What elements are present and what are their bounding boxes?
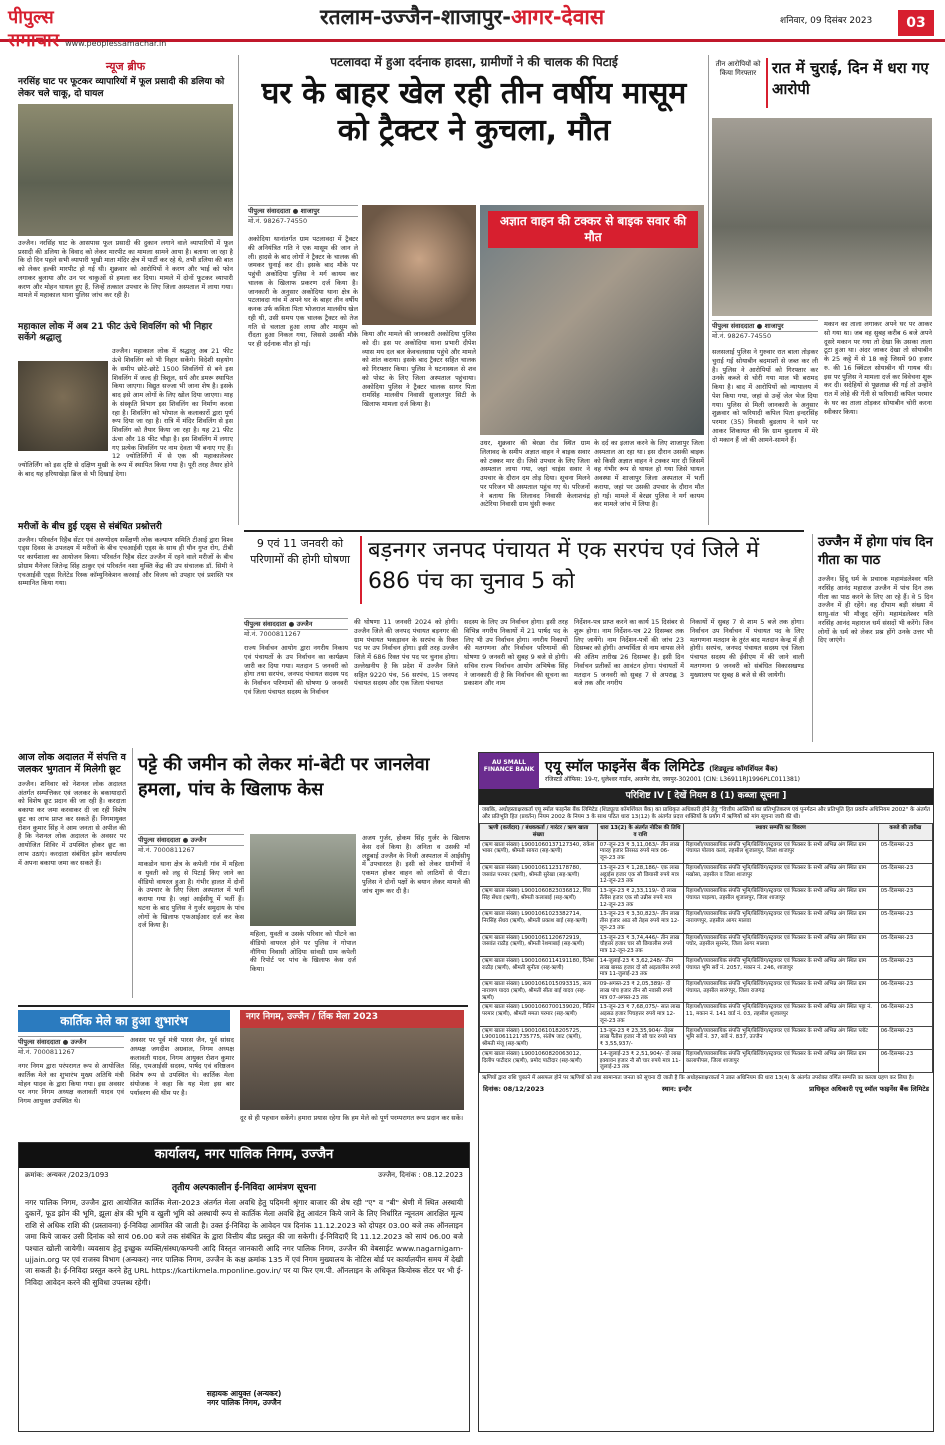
- table-row: [480, 1049, 933, 1072]
- lead-byline: पीपुल्स संवाददाता ● शाजापुर: [248, 205, 358, 217]
- table-cell: 05-दिसम्बर-23: [878, 840, 932, 863]
- table-cell: रिहायशी/व्यावसायिक संपत्ति भूमि/बिल्डिंग/स्ट्रक्चर एवं फिक्सर के सभी अभिन्न अंग स्थित पट्टा नं. 11, मकान नं. 141 वार्ड नं. 03, तहसील शुजालपुर: [683, 1003, 878, 1026]
- lok-adalat-story: [18, 752, 126, 1002]
- lead-col-2: किया और मामले की जानकारी अकोदिया पुलिस को दी। इस पर अकोदिया थाना प्रभारी दीपेश व्यास मय दल बल केवचलसास पहुंचे और मामले को शांत कराया। इसके बाद ट्रैक्टर सहित चालक को गिरफ्तार किया। पुलिस ने घटनास्थल से शव को पोस्ट के लिए जिला अस्पताल पहुंचाया। अकोदिया पुलिस ने ट्रैक्टर चालक सागर पिता रामसिंह मालवीय निवासी सुजालपुर सिटी के खिलाफ मामला दर्ज किया है।: [362, 330, 476, 409]
- lead-story: [244, 55, 704, 520]
- table-cell: (ऋण खाता संख्या) L9001060700139020, नितिन परमार (ऋणी), श्रीमती ममता परमार (सह-ऋणी): [480, 1003, 598, 1026]
- bank-notice: [478, 752, 934, 1432]
- lead-col-3: उधर, शुक्रवार की बेरछा रोड स्थित ग्राम लिलावद के समीप अज्ञात वाहन ने बाइक सवार को टक्कर मार दी। जिसे उपचार के लिए जिला अस्पताल लाया गया, जहां चाइंस सवार ने उपचार के दौरान दम तोड़ दिया। सूचना मिलने पर परिजन भी अस्पताल पहुंच गए थे। परिजनों ने बताया कि लिलावद निवासी केलाशचंद्र अटेरिया निवासी ग्राम घुंसी रूकर: [480, 439, 590, 509]
- panchayat-col-5: निकायों में सुबह 7 से शाम 5 बजे तक होगा। निर्वाचन उप निर्वाचन में पंचायत पद के लिए मतगणना मतदान के तुरंत बाद मतदान केन्द्र में ही होगी। सरपंच, जनपद पंचायत सदस्य एवं जिला पंचायत सदस्य की ईवीएम में की जाने वाली मतगणना 9 जनवरी को संबंधित विकासखण्ड मुख्यालय पर सुबह 8 बजे से की जायेगी।: [690, 618, 804, 679]
- gita-headline: उज्जैन में होगा पांच दिन गीता का पाठ: [818, 535, 933, 568]
- tender-ref: क्रमांक: अन्यकर /2023/1093: [25, 1170, 109, 1179]
- tender-ref-row: [19, 1168, 469, 1183]
- brief-text-1: उज्जैन। नरसिंह घाट के आसपास फूल प्रसादी की दुकान लगाने वाले व्यापारियों में फूल प्रसादी की डलिया के विवाद को लेकर मारपीट का मामला सामने आया है। बताया जा रहा है कि दो दिन पहले सभी व्यापारी भूखी माता मंदिर क्षेत्र में पार्टी कर रहे थे, तभी डलिया की बात को लेकर हल्की मारपीट हो गई थी। शुक्रवार को आरोपियों ने करण और भाई को फोन लगाकर बुलाया और उन पर चाकुओं से हमला कर दिया। मामले में दोनों फूटकर व्यापारी करण और मोहन घायल हुए हैं, जिन्हें तत्काल उपचार के लिए जिला अस्पताल में लाया गया। मामले में महाकाल थाना पुलिस जांच कर रही है।: [18, 238, 233, 300]
- table-row: [480, 840, 933, 863]
- panchayat-mobile: मो.नं. 7000811267: [244, 630, 301, 639]
- brief-headline-1: नरसिंह घाट पर फूटकर व्यापारियों में फूल प्रसादी की डलिया को लेकर चले चाकू, दो घायल: [18, 77, 225, 99]
- attack-mobile: मो.नं. 7000811267: [138, 846, 195, 855]
- attack-byline-block: [138, 834, 244, 855]
- table-row: [480, 863, 933, 886]
- brief-text-3: उज्जैन। परिवर्तन रिहैब सेंटर एवं अरुणोदय सर्वेक्षणी लोक कल्याण समिति टीआई द्वारा विश्व एड्स दिवस के उपलक्ष्य में मरीजों के बीच एचआईवी एड्स के साथ ही यौन गुप्त रोग, टीबी पर कार्यशाला का आयोजन किया। परिवर्तन रिहैब सेंटर उज्जैन में रहने वाले मरीजों के बीच प्रोग्राम मैनेजर जितेन्द्र सिंह ठाकुर एवं परिवर्तन नशा मुक्ति केंद्र की उप संचालक डॉ. सिमी ने एचआईवी एड्स रिलेटेड रिस्क कॉम्युनिकेशन करवाई और विजय को उपहार एवं प्रशस्ति पत्र सम्मानित किया गया।: [18, 535, 233, 588]
- table-cell: 05-दिसम्बर-23: [878, 863, 932, 886]
- tender-title: तृतीय अल्पकालीन ई-निविदा आमंत्रण सूचना: [172, 1182, 316, 1193]
- table-cell: (ऋण खाता संख्या) L9001060114191180, दिनेश राठौड़ (ऋणी), श्रीमती सुनीता (सह-ऋणी): [480, 956, 598, 979]
- bank-table: [479, 823, 933, 1073]
- lead-strap: पटलावदा में हुआ दर्दनाक हादसा, ग्रामीणों ने की चालक की पिटाई: [330, 55, 618, 69]
- theft-story: [712, 58, 932, 518]
- child-photo: [362, 205, 476, 325]
- table-cell: 05-दिसम्बर-23: [878, 956, 932, 979]
- attack-col-1: माकडोन थाना क्षेत्र के कपेली गांव में महिला व युवती को लट्ठ से पिटाई किए जाने का वीडियो वायरल हुआ है। गंभीर हालत में दोनों के उपचार के लिए जिला अस्पताल में भर्ती कराया गया है। जहां आईसीयू में भर्ती हैं। घटना के बाद पुलिस ने गुर्जर समुदाय के पांच लोगों के खिलाफ एफआईआर दर्ज कर केस दर्ज किया है।: [138, 860, 244, 930]
- table-cell: (ऋण खाता संख्या) L9001060137127340, राकेश भाबर (ऋणी), श्रीमती सायरा (सह-ऋणी): [480, 840, 598, 863]
- table-cell: (ऋण खाता संख्या) L9001060823036812, शिव सिंह सेंधव (ऋणी), श्रीमती कलाबाई (सह-ऋणी): [480, 887, 598, 910]
- table-cell: 13-जून-23 ₹ 3,30,823/- तीन लाख तीस हजार आठ सौ तेइस रुपये मात्र 12-जून-23 तक: [597, 910, 683, 933]
- region-accent: आगर-देवास: [510, 5, 605, 29]
- divider: [132, 748, 133, 998]
- rule: [244, 530, 804, 532]
- dateline: शनिवार, 09 दिसंबर 2023: [780, 16, 873, 26]
- bank-footer: ऋणियों द्वारा राशि चुकाने में असफल होने पर ऋणियों को तथा सामान्यतः जनता को सूचना दी जाती है कि अधोहस्ताक्षरकर्ता ने उक्त अधिनियम की धारा 13(4) के अंतर्गत उपरोक्त वर्णित सम्पत्ति का कब्जा ग्रहण कर लिया है।: [482, 1075, 914, 1082]
- table-cell: रिहायशी/व्यावसायिक संपत्ति भूमि/बिल्डिंग/स्ट्रक्चर एवं फिक्सर के सभी अभिन्न अंग स्थित ग्राम मखोसा, तहसील व जिला शाजापुर: [683, 863, 878, 886]
- attack-byline: पीपुल्स संवाददाता ● उज्जैन: [138, 834, 244, 846]
- theft-byline-block: [712, 320, 818, 341]
- table-cell: 13-जून-23 ₹ 3,74,446/- तीन लाख चौहत्तर हजार चार सौ छियालीस रुपये मात्र 12-जून-23 तक: [597, 933, 683, 956]
- table-cell: रिहायशी/व्यावसायिक संपत्ति भूमि/बिल्डिंग/स्ट्रक्चर एवं फिक्सर के सभी अभिन्न अंग स्थित ग्राम कालापीपल, जिला शाजापुर: [683, 1049, 878, 1072]
- bank-address: रजिस्टर्ड ऑफिस: 19-ए, धुलेश्वर गार्डन, अजमेर रोड, जयपुर-302001 (CIN: L36911RJ1996PLC011381): [545, 775, 801, 783]
- news-brief-label: न्यूज ब्रीफ: [105, 60, 146, 73]
- kartik-col-1: नगर निगम द्वारा परंपरागत रूप से आयोजित कार्तिक मेले का शुभारंभ मुख्य अतिथि मंत्री मोहन यादव के द्वारा किया गया। इस अवसर पर नगर निगम अध्यक्ष कलावती यादव एवं निगम आयुक्त उपस्थित थे।: [18, 1062, 124, 1106]
- red-rule: [360, 536, 362, 604]
- table-cell: रिहायशी/व्यावसायिक संपत्ति भूमि/बिल्डिंग/स्ट्रक्चर एवं फिक्सर के सभी अभिन्न अंग स्थित ग्राम नारायणपुर, तहसील आगर मालवा: [683, 910, 878, 933]
- kartik-col-2: अवसर पर पूर्व मंत्री पारस जैन, पूर्व सांसद अध्यक्ष जगदीश अग्रवाल, निगम अध्यक्ष कलावती यादव, निगम आयुक्त रोशन कुमार सिंह, एमआईसी सदस्य, पार्षद एवं वरिष्ठजन विशेष रूप से उपस्थित थे। कार्तिक मेला संयोजक ने कहा कि यह मेला इस बार पर्यावरण की थीम पर है।: [130, 1036, 234, 1097]
- bank-header: [479, 753, 933, 789]
- attack-col-2: अजय गुर्जर, होकम सिंह गुर्जर के खिलाफ केस दर्ज किया है। अनिता व उसकी माँ लड्डूबाई उज्जैन के निजी अस्पताल में आईसीयू में उपचाररत है। इसी को लेकर ग्रामीणों ने एकमत होकर वाहन को लाठियों से पीटा। पुलिस ने दोनों पक्षों के बयान लेकर मामले की जांच शुरू कर दी है।: [362, 834, 470, 895]
- attack-story: [138, 752, 470, 1002]
- kartik-story: [18, 1010, 468, 1140]
- theft-side-label: तीन आरोपियों को किया गिरफ्तार: [715, 60, 761, 78]
- table-cell: 06-दिसम्बर-23: [878, 1003, 932, 1026]
- divider: [708, 55, 709, 525]
- theft-photo: [712, 118, 932, 316]
- lead-headline: घर के बाहर खेल रही तीन वर्षीय मासूम को ट्रैक्टर ने कुचला, मौत: [261, 75, 687, 149]
- table-cell: (ऋण खाता संख्या) L9001061123178780, जसवंत परमार (ऋणी), श्रीमती सुरेखा (सह-ऋणी): [480, 863, 598, 886]
- brief-photo-1: [18, 104, 233, 236]
- table-cell: (ऋण खाता संख्या) L9001061018205725, L9001061121735775, संतोष जाट (ऋणी), श्रीमती मंजू (सह-ऋणी): [480, 1026, 598, 1049]
- region-title: [320, 4, 604, 31]
- tender-head: कार्यालय, नगर पालिक निगम, उज्जैन: [19, 1143, 469, 1168]
- table-cell: रिहायशी/व्यावसायिक संपत्ति भूमि/बिल्डिंग/स्ट्रक्चर एवं फिक्सर के सभी अभिन्न अंग स्थित ग्राम पंचायत, तहसील सारंगपुर, जिला राजगढ़: [683, 980, 878, 1003]
- bank-intro: जबकि, अधोहस्ताक्षरकर्ता एयू स्मॉल फाइनेंस बैंक लिमिटेड (शिड्यूल्ड कॉमर्शियल बैंक) का प्राधिकृत अधिकारी होने हेतु "वित्तीय आस्तियों का प्रतिभूतिकरण एवं पुनर्गठन और प्रतिभूति हित प्रवर्तन अधिनियम 2002" के अंतर्गत और प्रतिभूति हित (प्रवर्तन) नियम 2002 के नियम 3 के साथ पठित धारा 13(12) के अंतर्गत प्रदत्त शक्तियों के प्रयोग में ऋणियों को मांग सूचना जारी की थी।: [482, 806, 930, 820]
- brief-headline-3: मरीजों के बीच हुई एड्स से संबंधित प्रश्नोत्तरी: [18, 522, 162, 533]
- attack-headline: पट्टे की जमीन को लेकर मां-बेटी पर जानलेवा हमला, पांच के खिलाफ केस: [138, 754, 430, 801]
- kartik-byline: पीपुल्स संवाददाता ● उज्जैन: [18, 1036, 124, 1048]
- brief-body-2: [18, 347, 233, 519]
- panchayat-headline: बड़नगर जनपद पंचायत में एक सरपंच एवं जिले में 686 पंच का चुनाव 5 को: [368, 538, 760, 594]
- bank-sign: प्राधिकृत अधिकारी एयू स्मॉल फाइनेंस बैंक लिमिटेड: [809, 1085, 929, 1094]
- bank-col-header: ऋणी (कर्जदार) / बंधककर्ता / गारंटर / ऋण खाता संख्या: [480, 824, 598, 841]
- tender-notice: [18, 1142, 470, 1432]
- lead-byline-block: [248, 205, 358, 226]
- logo: [8, 6, 208, 52]
- table-cell: 06-दिसम्बर-23: [878, 1049, 932, 1072]
- bank-col-header: कब्जे की तारीख: [878, 824, 932, 841]
- table-cell: 09-अगस्त-23 ₹ 2,05,389/- दो लाख पांच हजार तीन सौ नवासी रुपये मात्र 07-अगस्त-23 तक: [597, 980, 683, 1003]
- table-cell: 06-दिसम्बर-23: [878, 1026, 932, 1049]
- brief-text-2: उज्जैन। महाकाल लोक में श्रद्धालु अब 21 फीट ऊंचे शिवलिंग को भी निहार सकेंगे। विदेशी सहयोग के समीप छोटे-छोटे 1500 शिवलिंगों से बने इस शिवलिंग में जल्द ही त्रिशूल, सर्प और डमरू स्थापित किया जाएगा। विद्युत सज्जा भी जाना शेष है। इसके बाद इसे आम लोगों के लिए खोल दिया जाएगा। माह के संस्कृति विभाग इस शिवलिंग का निर्माण करवा रहा है। शिवलिंग को भोपाल के कलाकारों द्वारा पूर्ण रूप दिया जा रहा है। रात्रि में मंदिर शिवलिंग से इस शिवलिंग को तैयार किया जा रहा है। यह 21 फीट ऊंचा और 18 फीट चौड़ा है। इस शिवलिंग में लगाए गए प्रत्येक शिवलिंग पर नाम देवता भी बनाए गए हैं। 12 ज्योतिर्लिंगों में से एक श्री महाकालेश्वर ज्योतिर्लिंग को इस दृष्टि से दक्षिण मुखी के रूप में स्थापित किया गया है। पूरी तरह तैयार होने के बाद यह हरियाखेड़ा ब्रिज से भी दिखाई देगा।: [18, 347, 233, 479]
- red-rule: [766, 58, 768, 108]
- lead-mobile: मो.नं. 98267-74550: [248, 217, 308, 226]
- table-row: [480, 910, 933, 933]
- tender-sign-1: सहायक आयुक्त (अन्यकर): [206, 1388, 282, 1398]
- bank-table-body: [480, 840, 933, 1073]
- table-row: [480, 933, 933, 956]
- page-number: 03: [898, 10, 934, 36]
- lead-col-1: अकोदिया थानांतर्गत ग्राम पटलावदा में ट्रैक्टर की अनियंत्रित गति ने एक मासूम की जान ले ली। हादसे के बाद लोगों ने ट्रैक्टर के चालक की जमकर धुनाई कर दी। इसके बाद मौके पर पहुंची अकोदिया पुलिस ने मर्ग कायम कर चालक के खिलाफ प्रकरण दर्ज किया है। जानकारी के अनुसार अकोदिया थाना क्षेत्र के पटलावदा गांव में अपने घर के बाहर तीन वर्षीय कनक उर्फ कविता पिता भोजराज मालवीय खेल रही थी, उसी समय एक चालक ट्रैक्टर को तेज गति से चलाता हुआ लाया और मासूम को रौंदता हुआ निकल गया, जिससे उसकी मौके पर ही दर्दनाक मौत हो गई।: [248, 235, 358, 349]
- panchayat-byline: पीपुल्स संवाददाता ● उज्जैन: [244, 618, 348, 630]
- theft-byline: पीपुल्स संवाददाता ● शाजापुर: [712, 320, 818, 332]
- lok-adalat-headline: आज लोक अदालत में संपत्ति व जलकर भुगतान में मिलेगी छूट: [18, 752, 126, 775]
- table-cell: 05-दिसम्बर-23: [878, 887, 932, 910]
- table-cell: 06-दिसम्बर-23: [878, 980, 932, 1003]
- table-cell: रिहायशी/व्यावसायिक संपत्ति भूमि/बिल्डिंग/स्ट्रक्चर एवं फिक्सर के सभी अभिन्न अंग स्थित ग्राम पंचायत पोलाय कलां, तहसील शुजालपुर, जिला शाजापुर: [683, 840, 878, 863]
- table-cell: 14-जुलाई-23 ₹ 3,62,248/- तीन लाख बासठ हजार दो सौ अड़तालीस रुपये मात्र 11-जुलाई-23 तक: [597, 956, 683, 979]
- table-cell: रिहायशी/व्यावसायिक संपत्ति भूमि/बिल्डिंग/स्ट्रक्चर एवं फिक्सर के सभी अभिन्न अंग स्थित प्लॉट भूमि सर्वे नं. 37, सर्वे नं. 837, उज्जैन: [683, 1026, 878, 1049]
- table-cell: (ऋण खाता संख्या) L9001061015093315, सत्य नारायण यादव (ऋणी), श्रीमती सीता बाई यादव (सह-ऋणी): [480, 980, 598, 1003]
- panchayat-col-2: की घोषणा 11 जनवरी 2024 को होगी। उज्जैन जिले की जनपद पंचायत बड़नगर की ग्राम पंचायत भकड़ावन के सरपंच के रिक्त पद पर उप निर्वाचन होगा। इसी तरह उज्जैन जिले में 686 रिक्त पंच पद पर चुनाव होगा। उल्लेखनीय है कि प्रदेश में उज्जैन जिले सहित 9220 पंच, 56 सरपंच, 15 जनपद पंचायत सदस्य और एक जिला पंचायत: [354, 618, 458, 688]
- news-brief: [18, 60, 233, 588]
- rule: [18, 1005, 468, 1007]
- lok-adalat-body: उज्जैन। शनिवार को नेशनल लोक अदालत अंतर्गत सम्पत्तिकर एवं जलकर के बकायादारों को विशेष छूट प्रदान की जा रही है। करदाता बकाया कर जमा करवाकर दी जा रही विशेष छूट का लाभ प्राप्त कर सकते हैं। निगमायुक्त रोशन कुमार सिंह ने आम जनता से अपील की है कि नेशनल लोक अदालत के अवसर पर आयोजित शिविर में उपस्थित होकर छूट का लाभ उठाएं। करदाता संबंधित झोन कार्यालय में अपना बकाया जमा कर सकते हैं।: [18, 779, 126, 867]
- divider: [238, 55, 239, 525]
- brief-text-2-wrap: [18, 347, 233, 519]
- kartik-col-3: दूर से ही पहचान सकेंगे। हमारा प्रयास रहेगा कि हम मेले को पूर्ण परम्परागत रूप प्रदान कर सकें।: [240, 1114, 464, 1122]
- panchayat-story: [244, 536, 804, 746]
- table-row: [480, 980, 933, 1003]
- bank-place: स्थान: इन्दौर: [661, 1085, 692, 1094]
- panchayat-col-1: राज्य निर्वाचन आयोग द्वारा नगरीय निकाय एवं पंचायतों के उप निर्वाचन का कार्यक्रम जारी कर दिया गया। मतदान 5 जनवरी को होगा तथा सरपंच, जनपद पंचायत सदस्य पद के निर्वाचन परिणामों की घोषणा 9 जनवरी एवं जिला पंचायत सदस्य के निर्वाचन: [244, 644, 348, 696]
- panchayat-byline-block: [244, 618, 348, 639]
- table-cell: 13-जून-23 ₹ 7,68,075/- सात लाख अड़सठ हजार पिचहत्तर रुपये मात्र 12-जून-23 तक: [597, 1003, 683, 1026]
- brief-headline-2: महाकाल लोक में अब 21 फीट ऊंचे शिवलिंग को भी निहार सकेंगे श्रद्धालु: [18, 321, 212, 344]
- table-cell: 13-जून-23 ₹ 23,35,904/- तेइस लाख पैंतीस हजार नौ सौ चार रुपये मात्र ₹ 3,55,937/-: [597, 1026, 683, 1049]
- bank-title-small: (शिड्यूल्ड कॉमर्शियल बैंक): [709, 764, 778, 773]
- lead-col-4: के दर्द का इलाज करने के लिए शाजापुर जिला अस्पताल आ रहा था। इस दौरान उसकी बाइक को किसी अज्ञात वाहन ने टक्कर मार दी जिसमें वह गंभीर रूप से घायल हो गया जिसे घायल अवस्था में शाजापुर जिला अस्पताल में भर्ती कराया, जहां पर उसकी उपचार के दौरान मौत हो गई। मामले में बेरछा पुलिस ने मर्ग कायम कर मामले जांच में लिया है।: [594, 439, 704, 509]
- table-cell: रिहायशी/व्यावसायिक संपत्ति भूमि/बिल्डिंग/स्ट्रक्चर एवं फिक्सर के सभी अभिन्न अंग स्थित ग्राम पचोर, तहसील सुसनेर, जिला आगर मालवा: [683, 933, 878, 956]
- table-cell: 05-दिसम्बर-23: [878, 933, 932, 956]
- kartik-mobile: मो.नं. 7000811267: [18, 1048, 75, 1057]
- bank-notice-title: परिशिष्ट IV [ देखें नियम 8 (1) कब्जा सूचना ]: [479, 789, 933, 805]
- kartik-headline: कार्तिक मेले का हुआ शुभारंभ: [18, 1010, 230, 1032]
- kartik-photo: [240, 1010, 464, 1110]
- tender-body: नगर पालिक निगम, उज्जैन द्वारा आयोजित कार्तिक मेला-2023 अंतर्गत मेला अवधि हेतु पदिमनी श्रृंगार बाजार की शेष रही "ए" व "बी" श्रेणी में स्थित अस्थायी दुकानें, फूड झोन की भूमि, झूला क्षेत्र की भूमि व खुली भूमि को अस्थायी रूप से कार्तिक मेला अवधि हेतु आवंटन किये जाने के लिए निर्धारित न्यूनतम आरक्षित मूल्य राशि से अधिक राशि की (प्रस्तावना) ई-निविदा आमंत्रित की जाती है। उक्त ई-निविदा के आवेदन पत्र दिनांक 11.12.2023 को दोपहर 03.00 बजे तक ऑनलाइन जमा किये जाकर उसी दिनांक को सायं 06.00 बजे तक संबंधित के द्वारा वित्तीय बीड प्रस्तुत की जा सकेगी। ई-निविदाएँ दि 11.12.2023 को सायं 06.00 बजे पश्चात खोली जायेगी। व्यवसाय हेतु इच्छुक व्यक्ति/संस्था/कम्पनी आदि विस्तृत जानकारी आदि नगर पालिक निगम, उज्जैन की वेबसाईट www.nagarnigam-ujjain.org पर एवं राजस्व विभाग (अन्यकर) नगर पालिक निगम, उज्जैन के कक्ष क्रमांक 135 में एवं निगम मुख्यालय के नोटिस बोर्ड पर कार्यालयीन समय में देखी जा सकती है। ई-निविदा प्रस्तुत करने हेतु URL https://kartikmela.mponline.gov.in/ पर या फिर एम.पी. ऑनलाइन के अधिकृत कियोस्क सेंटर पर भी ई-निविदा आवेदन करने की सुविधा उपलब्ध रहेगी।: [25, 1197, 463, 1287]
- theft-col-2: मकान का ताला लगाकर अपने घर पर आकर सो गया था। जब वह सुबह करीब 6 बजे अपने दूसरे मकान पर गया तो देखा कि उसका ताला टूटा हुआ था। अंदर जाकर देखा तो सोयाबीन के 25 कट्टे में से 18 कट्टे जिसमें 90 हजार रु. की 16 क्विंटल सोयाबीन थी गायब थी। इस पर पुलिस ने मामला दर्ज कर विवेचना शुरू कर दी। सदेहियों से पूछताछ की गई तो उन्होंने रात में लोहे की गेंती से फरियादी कपिल परमार के घर का ताला तोड़कर सोयाबीन चोरी करना स्वीकार किया।: [824, 320, 932, 416]
- bank-title: एयू स्मॉल फाइनेंस बैंक लिमिटेड: [545, 758, 705, 775]
- table-row: [480, 887, 933, 910]
- table-cell: 07-जून-23 ₹ 3,11,063/- तीन लाख ग्यारह हजार तिरसठ रुपये मात्र 06-जून-23 तक: [597, 840, 683, 863]
- table-cell: 05-दिसम्बर-23: [878, 910, 932, 933]
- bank-sign-row: [479, 1084, 933, 1094]
- theft-mobile: मो.नं. 98267-74550: [712, 332, 772, 341]
- divider: [812, 534, 813, 742]
- table-cell: (ऋण खाता संख्या) L9001061023382714, निरसिंह सेंधव (ऋणी), श्रीमती प्रकाश बाई (सह-ऋणी): [480, 910, 598, 933]
- theft-col-1: सलसलाई पुलिस ने गुरुवार रात बाला तोड़कर चुराई गई सोयाबीन बदमाशों से जब्त कर ली है। पुलिस ने आरोपियों को गिरफ्तार कर उनके कब्जे से चोरी गया माल भी बरामद किया है। बाद में आरोपियों को न्यायालय में पेश किया गया, जहां से उन्हें जेल भेज दिया गया। पुलिस से मिली जानकारी के अनुसार शुक्रवार को फरियादी कपिल पिता इन्दरसिंह परमार (35) निवासी बुडलाय ने थाने पर आकर शिकायत की कि ग्राम बुडलाय में मेरे दो मकान हैं जो की आमने-सामने हैं।: [712, 348, 818, 444]
- bank-table-header: [480, 824, 933, 841]
- kartik-byline-block: [18, 1036, 124, 1057]
- bank-title-block: [539, 758, 933, 784]
- table-cell: रिहायशी/व्यावसायिक संपत्ति भूमि/बिल्डिंग/स्ट्रक्चर एवं फिक्सर के सभी अभिन्न अंग स्थित ग्राम पंचायत भूमि सर्वे नं. 2057, मकान नं. 246, शाजापुर: [683, 956, 878, 979]
- panchayat-col-3: सदस्य के लिए उप निर्वाचन होगा। इसी तरह विभिन्न नगरीय निकायों में 21 पार्षद पद के लिए भी उप निर्वाचन होगा। नगरीय निकायों की मतगणना और निर्वाचन परिणामों की घोषणा 9 जनवरी को सुबह 9 बजे से होगी। सचिव राज्य निर्वाचन आयोग अभिषेक सिंह ने जानकारी दी है कि निर्वाचन की सूचना का प्रकाशन और नाम: [464, 618, 568, 688]
- table-row: [480, 956, 933, 979]
- table-cell: 13-जून-23 ₹ 2,33,119/- दो लाख तैंतीस हजार एक सौ उन्नीस रुपये मात्र 12-जून-23 तक: [597, 887, 683, 910]
- panchayat-side: 9 एवं 11 जनवरी को परिणामों की होगी घोषणा: [250, 537, 350, 566]
- bank-logo: AU SMALL FINANCE BANK: [479, 753, 539, 789]
- website-link[interactable]: www.peoplessamachar.in: [65, 39, 167, 49]
- table-cell: (ऋण खाता संख्या) L9001061120672919, जसवंत राठौड़ (ऋणी), श्रीमती रेशमाबाई (सह-ऋणी): [480, 933, 598, 956]
- attack-photo: [250, 834, 356, 926]
- tender-sign-2: नगर पालिक निगम, उज्जैन: [206, 1398, 282, 1408]
- table-cell: (ऋण खाता संख्या) L9001060820063012, दिलीप पाटीदार (ऋणी), प्रमोद पाटीदार (सह-ऋणी): [480, 1049, 598, 1072]
- gita-story: [818, 534, 933, 744]
- accident-photo-caption: अज्ञात वाहन की टक्कर से बाइक सवार की मौत: [488, 211, 698, 248]
- logo-text: पीपुल्स समाचार: [8, 7, 60, 52]
- table-row: [480, 1003, 933, 1026]
- float-spacer: [18, 347, 112, 455]
- region-main: रतलाम-उज्जैन-शाजापुर-: [320, 5, 511, 29]
- bank-title-row: [545, 758, 933, 776]
- table-cell: 13-जून-23 ₹ 1,28,186/- एक लाख अट्ठाईस हजार एक सौ छियासी रुपये मात्र 12-जून-23 तक: [597, 863, 683, 886]
- masthead: [0, 0, 945, 52]
- table-cell: 14-जुलाई-23 ₹ 2,51,904/- दो लाख इक्यावन हजार नौ सौ चार रुपये मात्र 11-जुलाई-23 तक: [597, 1049, 683, 1072]
- attack-photo-caption: महिला, युवती व उसके परिवार को पीटने का वीडियो वायरल होने पर पुलिस ने गोपाल नौगिया निवासी ओदिया सांवडी ग्राम कपेली की रिपोर्ट पर पांच के खिलाफ केस दर्ज किया।: [250, 930, 356, 974]
- tender-date: उज्जैन, दिनांक : 08.12.2023: [378, 1170, 463, 1179]
- bank-col-header: धारा 13(2) के अंतर्गत नोटिस की तिथि व राशि: [597, 824, 683, 841]
- bank-col-header: स्थावर सम्पत्ति का विवरण: [683, 824, 878, 841]
- theft-headline: रात में चुराई, दिन में धरा गए आरोपी: [772, 59, 929, 98]
- accident-photo-block: [480, 205, 704, 435]
- table-cell: रिहायशी/व्यावसायिक संपत्ति भूमि/बिल्डिंग/स्ट्रक्चर एवं फिक्सर के सभी अभिन्न अंग स्थित ग्राम पंचायत पाड़ल्या, तहसील शुजालपुर, जिला शाजापुर: [683, 887, 878, 910]
- bank-date: दिनांक: 08/12/2023: [483, 1085, 545, 1094]
- table-row: [480, 1026, 933, 1049]
- kartik-photo-banner: नगर निगम, उज्जैन / र्तिक मेला 2023: [246, 1012, 379, 1022]
- gita-body: उज्जैन। हिंदू धर्म के प्रचारक महामंडलेश्वर यति नरसिंह आनंद महाराज उज्जैन में पांच दिन तक गीता का पाठ करने के लिए आ रहे हैं। वे 5 दिन उज्जैन में ही रहेंगे। वह दीपाम बड़ी संख्या में साधु-संत भी मौजूद रहेंगे। महामंडलेश्वर यति नरसिंह आनंद महाराज धर्म संसदों भी करेंगे। जिन लोगों के धर्म को लेकर प्रश्न होंगे उनके उत्तर भी दिए जाएंगे।: [818, 575, 933, 645]
- panchayat-col-4: निर्देशन-पत्र प्राप्त करने का कार्य 15 दिसंबर से शुरू होगा। नाम निर्देशन-पत्र 22 दिसम्बर तक लिए जायेंगे। नाम निर्देशन-पत्रों की जांच 23 दिसम्बर को होगी। अभ्यर्थिता से नाम वापस लेने की अंतिम तारीख 26 दिसम्बर है। इसी दिन निर्वाचन प्रतीकों का आवंटन होगा। पंचायतों में मतदान 5 जनवरी को सुबह 7 से अपराह्न 3 बजे तक और नगरीय: [574, 618, 684, 688]
